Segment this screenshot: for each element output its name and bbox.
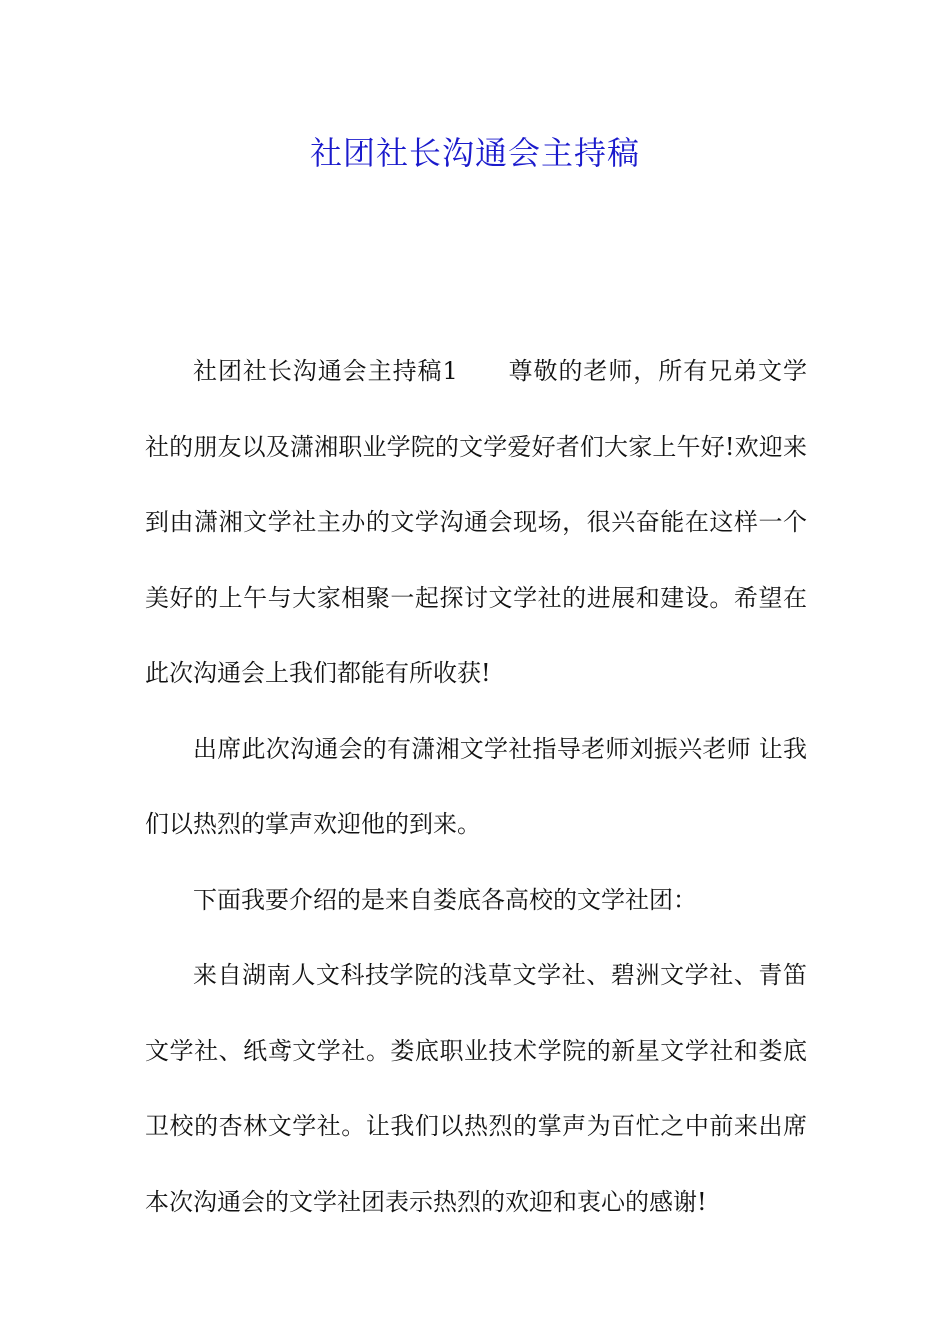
paragraph-opening: 社团社长沟通会主持稿1 尊敬的老师，所有兄弟文学社的朋友以及潇湘职业学院的文学爱好者们大家上午好!欢迎来到由潇湘文学社主办的文学沟通会现场，很兴奋能在这样一个美好的上午与大家相聚一起探讨文学社的进展和建设。希望在此次沟通会上我们都能有所收获! <box>145 357 807 687</box>
document-body <box>145 334 807 1240</box>
paragraph-guest-teacher: 出席此次沟通会的有潇湘文学社指导老师刘振兴老师 让我们以热烈的掌声欢迎他的到来。 <box>145 734 807 838</box>
paragraph-intro-clubs: 下面我要介绍的是来自娄底各高校的文学社团： <box>193 885 697 914</box>
document-title: 社团社长沟通会主持稿 <box>309 134 640 172</box>
paragraph-club-list: 来自湖南人文科技学院的浅草文学社、碧洲文学社、青笛文学社、纸鸢文学社。娄底职业技术学院的新星文学社和娄底卫校的杏林文学社。让我们以热烈的掌声为百忙之中前来出席本次沟通会的文学社团表示热烈的欢迎和衷心的感谢! <box>145 961 807 1216</box>
